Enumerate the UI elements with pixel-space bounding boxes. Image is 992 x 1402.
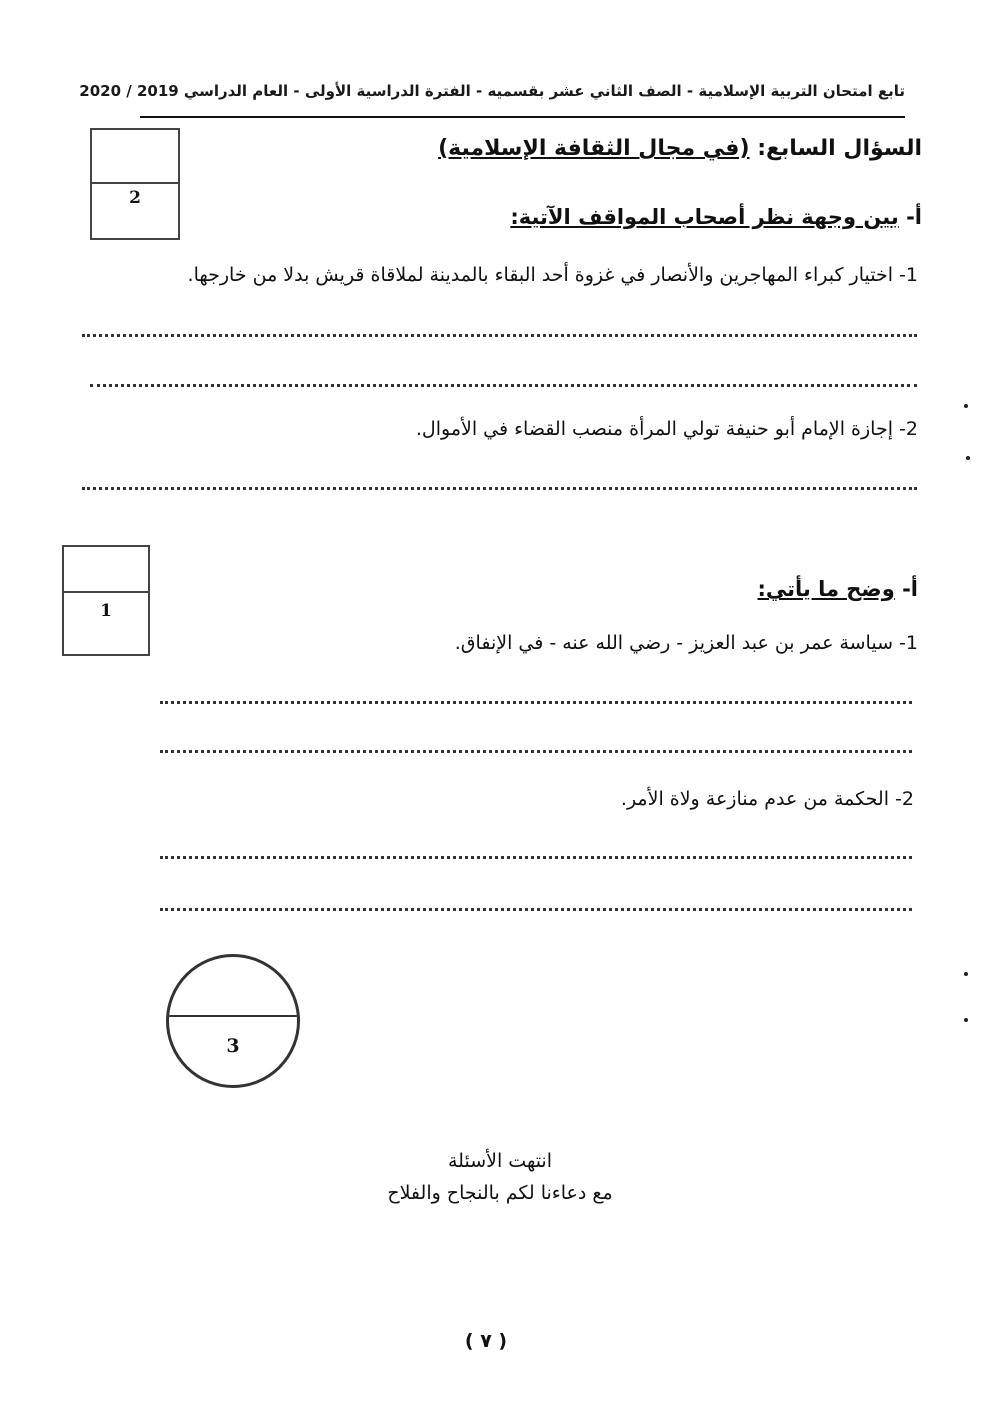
item-text: إجازة الإمام أبو حنيفة تولي المرأة منصب القضاء في الأموال. <box>415 418 893 440</box>
answer-line <box>160 750 912 753</box>
header-rule <box>140 116 905 118</box>
section-b-prefix: أ- <box>902 577 918 601</box>
item-number: 2- <box>899 418 918 440</box>
page-number: ( ٧ ) <box>464 1330 508 1352</box>
section-a-prefix: أ- <box>906 205 922 229</box>
item-text: سياسة عمر بن عبد العزيز - رضي الله عنه - في الإنفاق. <box>454 632 893 654</box>
answer-line <box>160 701 912 704</box>
question-title <box>438 136 922 161</box>
item-text: الحكمة من عدم منازعة ولاة الأمر. <box>620 788 889 810</box>
section-a-heading <box>510 205 922 229</box>
score-box-section-b <box>62 545 150 656</box>
scan-speck <box>964 404 968 408</box>
answer-line <box>160 908 912 911</box>
scan-speck <box>966 456 970 460</box>
section-b-item-2 <box>621 788 914 810</box>
question-subtitle: (في مجال الثقافة الإسلامية) <box>438 136 750 161</box>
total-score-value: 3 <box>226 1035 240 1057</box>
item-number: 1- <box>899 632 918 654</box>
section-a-title: بين وجهة نظر أصحاب المواقف الآتية: <box>510 205 899 229</box>
score-box-section-a <box>90 128 180 240</box>
closing-line-2: مع دعاءنا لكم بالنجاح والفلاح <box>387 1182 613 1204</box>
scan-speck <box>964 972 968 976</box>
section-b-heading <box>757 577 918 601</box>
answer-line <box>82 334 917 337</box>
item-text: اختيار كبراء المهاجرين والأنصار في غزوة أحد البقاء بالمدينة لملاقاة قريش بدلا من خارجها. <box>187 264 893 286</box>
section-a-item-1 <box>188 264 918 286</box>
score-value: 1 <box>100 601 112 621</box>
answer-line <box>160 856 912 859</box>
exam-header: تابع امتحان التربية الإسلامية - الصف الثاني عشر بقسميه - الفترة الدراسية الأولى - العام الدراسي 2019 / 2020 <box>79 82 905 100</box>
scan-speck <box>964 1018 968 1022</box>
question-number: السؤال السابع: <box>757 136 922 161</box>
section-a-item-2 <box>416 418 918 440</box>
closing-line-1: انتهت الأسئلة <box>448 1150 552 1172</box>
total-score-circle <box>166 954 300 1088</box>
section-b-title: وضح ما يأتي: <box>757 577 895 601</box>
item-number: 1- <box>899 264 918 286</box>
answer-line <box>90 384 917 387</box>
item-number: 2- <box>895 788 914 810</box>
answer-line <box>82 487 917 490</box>
score-value: 2 <box>129 188 141 208</box>
section-b-item-1 <box>455 632 918 654</box>
